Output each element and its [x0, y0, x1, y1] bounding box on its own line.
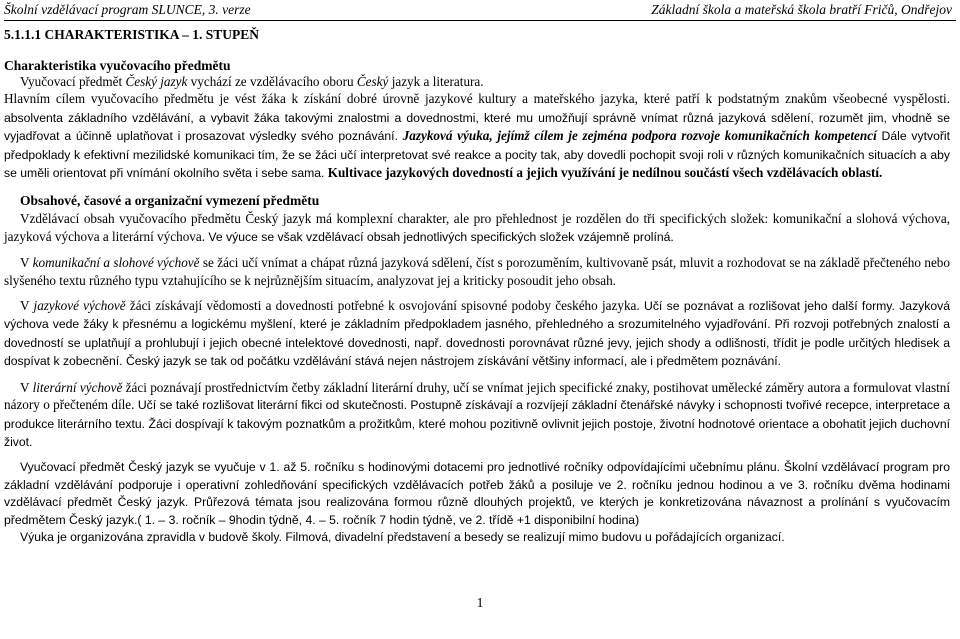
text-run: Kultivace jazykových dovedností a jejich využívání je nedílnou součástí všech vzdělávacích oblastí.	[324, 165, 883, 181]
text-run: vychází ze vzdělávacího oboru	[187, 74, 357, 89]
text-run: žáci získávají vědomosti a dovednosti potřebné k osvojování spisovné podoby českého jazyka.	[125, 298, 640, 314]
paragraph-communication	[4, 254, 950, 289]
text-run: Učí se také rozlišovat literární fikci od skutečnosti. Postupně získávají a rozvíjejí základní čtenářské návyky i schopnosti tvořivé recepce, interpretace a produkce literárního textu. Žáci dospívají k takovým poznatkům a prožitkům, které mohou pozitivně ovlivnit jejich postoje, životní hodnotové orientace a obohatit jejich duchovní život.	[4, 398, 950, 449]
paragraph-language	[4, 297, 950, 371]
text-run: Vyučovací předmět	[20, 74, 126, 89]
paragraph-intro	[4, 73, 950, 90]
text-run: absolventa základního vzdělávání, a vybavit žáka takovými znalostmi a dovednostmi, které mu umožňují správně vnímat různá jazyková sdělení, rozumět jim, vhodně se vyjadřovat a účinně uplatňovat i prosazovat výsledky svého poznávání.	[4, 110, 950, 144]
text-run: Ve výuce se však vzdělávací obsah jednotlivých specifických složek vzájemně prolíná.	[205, 229, 674, 244]
text-run: Vzdělávací obsah vyučovacího předmětu Český jazyk má komplexní charakter, ale pro přehlednost je rozdělen do tři specifických složek: komunikační a slohová výchova, jazyková výchova a literární výchova.	[4, 211, 950, 244]
text-run: literární výchově	[32, 379, 123, 395]
header-school-program: Školní vzdělávací program SLUNCE, 3. verze	[4, 2, 251, 17]
text-run: Český	[356, 74, 389, 89]
text-run: Český jazyk	[125, 74, 188, 89]
text-run: jazykové výchově	[33, 298, 126, 314]
text-run: V	[20, 298, 34, 314]
text-run: V	[20, 379, 33, 395]
text-run: žáci poznávají prostřednictvím četby základní literární druhy, učí se vnímat jejich specifické znaky, postihovat umělecké záměry autora a formulovat vlastní názory o přečteném díle.	[4, 379, 950, 413]
paragraph-schedule: Vyučovací předmět Český jazyk se vyučuje v 1. až 5. ročníku s hodinovými dotacemi pro jednotlivé ročníky odpovídajícími učebnímu plánu. Školní vzdělávací program pro základní vzdělávání podporuje i operativní zohledňování specifických vzdělávacích potřeb žáků a posiluje ve 2. ročníku jednou hodinou a ve 3. ročníku dvěma hodinami vzdělávací předmět Český jazyk. Průřezová témata jsou realizována formou různě dlouhých projektů, ve kterých je konkretizována návaznost a prolínání s vyučovacím předmětem Český jazyk.( 1. – 3. ročník – 9hodin týdně, 4. – 5. ročník 7 hodin týdně, ve 2. třídě +1 disponibilní hodina)	[4, 460, 950, 527]
characteristics-title: Charakteristika vyučovacího předmětu	[4, 58, 231, 73]
header-school-name: Základní škola a mateřská škola bratří Fričů, Ondřejov	[651, 2, 952, 17]
page-number: 1	[476, 596, 484, 611]
paragraph-organization: Výuka je organizována zpravidla v budově školy. Filmová, divadelní představení a besedy se realizují mimo budovu u pořádajících organizací.	[20, 529, 785, 544]
text-run: Jazyková výuka, jejímž cílem je zejména podpora rozvoje komunikačních kompetencí	[397, 128, 877, 144]
text-run: se žáci učí vnímat a chápat různá jazyková sdělení, číst s porozuměním, kultivovaně psát, mluvit a rozhodovat se na základě přečteného nebo slyšeného textu různého typu vztahujícího se k nejrůznějším situacím, analyzovat jej a kriticky posoudit jeho obsah.	[4, 255, 950, 288]
text-run: Učí se poznávat a rozlišovat jeho další formy. Jazyková výchova vede žáky k přesnému a logickému myšlení, které je základním předpokladem jasného, přehledného a srozumitelného vyjadřování. Při rozvoji potřebných znalostí a dovedností se uplatňují a prohlubují i jejich obecné intelektové dovednosti, např. dovednosti porovnávat různé jevy, jejich shody a odlišnosti, třídit je podle určitých hledisek a dospívat k zobecnění. Český jazyk se tak od počátku vzdělávání stává nejen nástrojem získávání většiny informací, ale i předmětem poznávání.	[4, 299, 951, 369]
document-body	[4, 27, 950, 546]
text-run: komunikační a slohové výchově	[32, 255, 200, 271]
paragraph-literature	[4, 379, 950, 452]
page-header	[4, 2, 956, 21]
section-title: 5.1.1.1 CHARAKTERISTIKA – 1. STUPEŇ	[4, 27, 260, 42]
paragraph-content	[4, 210, 950, 246]
paragraph-goals	[4, 90, 950, 182]
text-run: jazyk a literatura.	[388, 74, 484, 89]
text-run: V	[20, 255, 33, 271]
text-run: Hlavním cílem vyučovacího předmětu je vést žáka k získání dobré úrovně jazykové kultury a mateřského jazyka, které patří k podstatným znakům všeobecné vyspělosti.	[4, 91, 950, 107]
content-organization-title: Obsahové, časové a organizační vymezení předmětu	[20, 193, 320, 209]
text-run: Dále vytvořit předpoklady k efektivní mezilidské komunikaci tím, že se žáci učí interpretovat své reakce a pocity tak, aby dovedli pochopit svoji roli v různých komunikačních situacích a aby se uměli orientovat při vnímání okolního světa i sebe sama.	[4, 129, 950, 181]
